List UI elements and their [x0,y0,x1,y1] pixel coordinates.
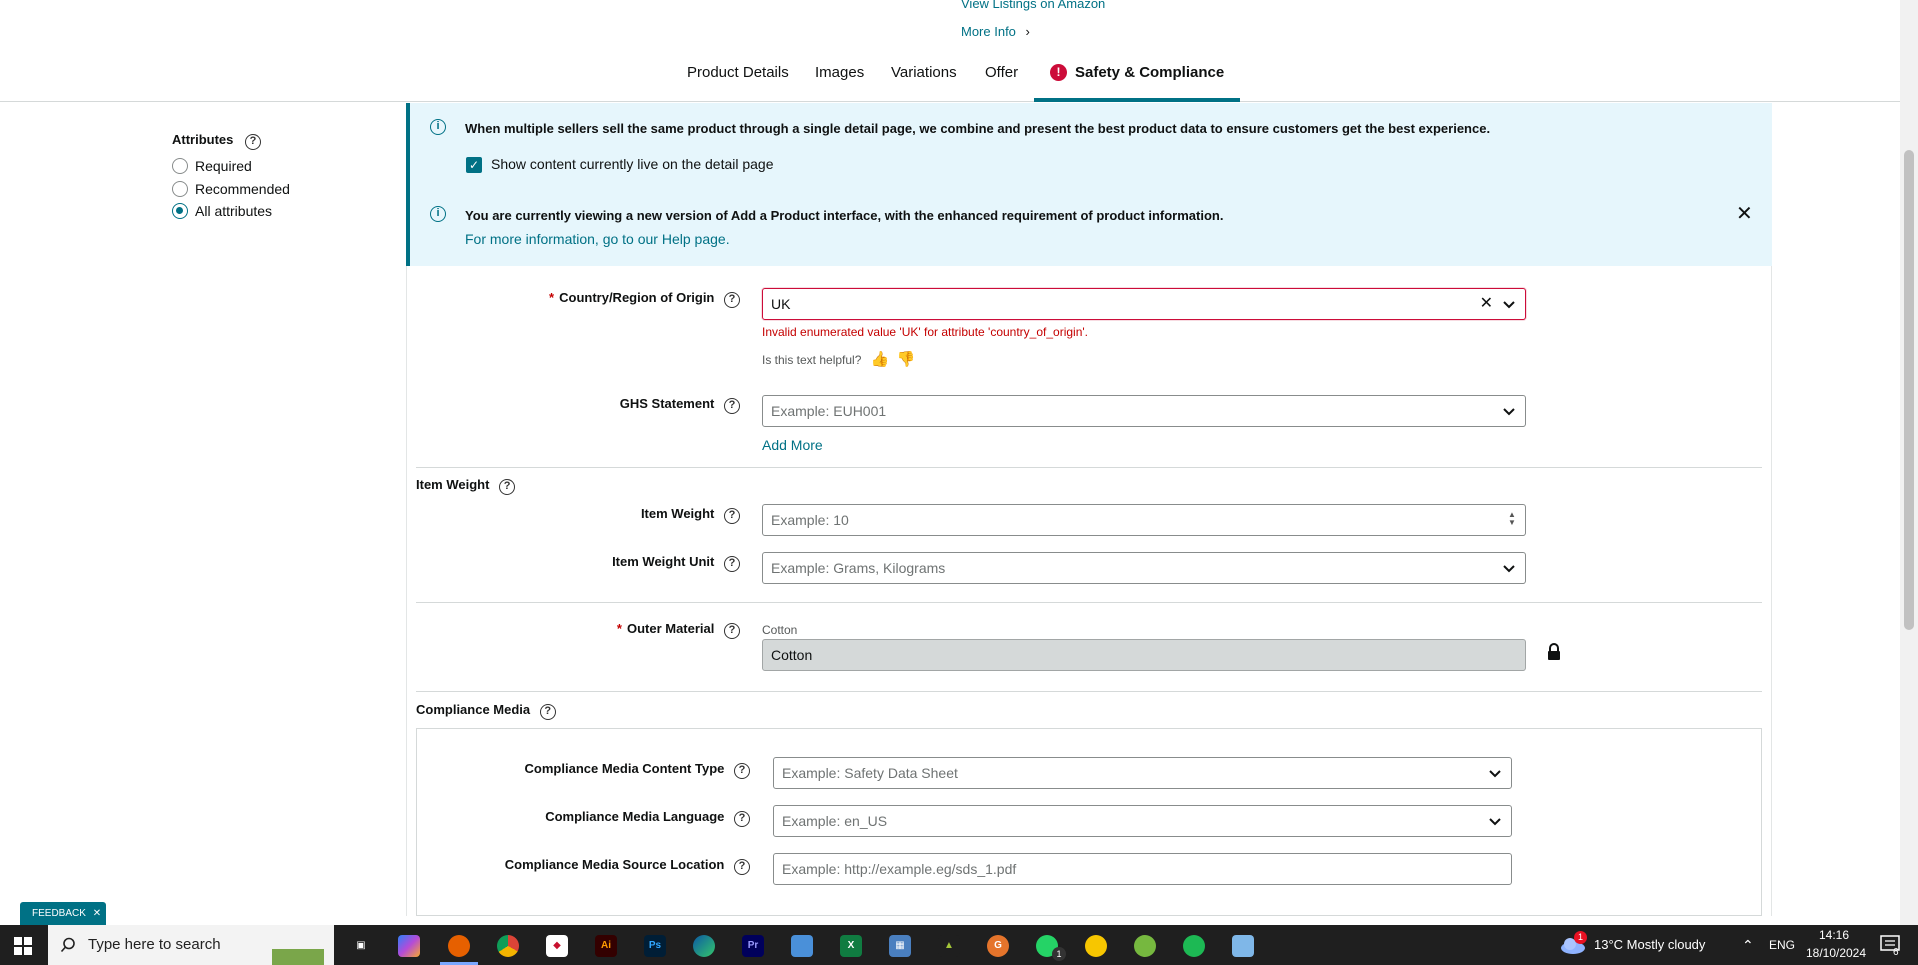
cm-source-label-text: Compliance Media Source Location [504,857,725,872]
item-weight-label-text: Item Weight [640,506,715,521]
help-icon[interactable]: ? [724,623,740,639]
info-message-2: You are currently viewing a new version of Add a Product interface, with the enhanced requirement of product information. [465,208,1224,223]
cm-language-label-text: Compliance Media Language [545,809,725,824]
outer-material-value: Cotton [771,647,813,663]
divider [416,467,1762,468]
weather-badge: 1 [1574,931,1587,944]
grammarly-icon[interactable]: G [987,935,1009,957]
thumbs-up-icon[interactable]: 👍 [870,351,890,368]
chevron-down-icon[interactable] [1489,806,1501,836]
help-icon[interactable]: ? [540,704,556,720]
close-icon[interactable]: ✕ [92,908,102,919]
chevron-right-icon: › [1025,24,1030,39]
cm-language-placeholder: Example: en_US [782,813,888,829]
helpful-prompt [762,350,915,368]
android-app-icon[interactable]: ▲ [938,935,960,957]
chevron-down-icon[interactable] [1489,758,1501,788]
tab-bar [0,50,1900,102]
item-weight-unit-placeholder: Example: Grams, Kilograms [771,560,946,576]
language-indicator[interactable]: ENG [1769,938,1796,952]
outer-material-caption: Cotton [762,623,798,637]
app-icon[interactable]: ◆ [546,935,568,957]
thumbs-down-icon[interactable]: 👎 [896,351,916,368]
cm-content-type-placeholder: Example: Safety Data Sheet [782,765,958,781]
outer-material-label [540,621,740,639]
info-icon: i [430,206,446,222]
illustrator-icon[interactable]: Ai [595,935,617,957]
chevron-down-icon[interactable] [1503,553,1515,583]
help-icon[interactable]: ? [245,134,261,150]
attributes-title [172,132,261,150]
edge-icon[interactable] [693,935,715,957]
help-icon[interactable]: ? [724,556,740,572]
ghs-label [540,396,740,414]
item-weight-label [540,506,740,524]
filter-recommended[interactable] [172,181,290,197]
divider [416,691,1762,692]
item-weight-unit-select[interactable] [762,552,1526,584]
more-info-link[interactable] [961,24,1030,39]
country-label [540,290,740,308]
ghs-select[interactable] [762,395,1526,427]
photoshop-icon[interactable]: Ps [644,935,666,957]
tab-variations[interactable]: Variations [891,64,957,81]
search-placeholder: Type here to search [88,936,221,953]
required-marker: * [616,621,622,636]
add-more-link[interactable]: Add More [762,437,823,453]
attributes-title-text: Attributes [172,132,234,147]
app-icon[interactable] [1085,935,1107,957]
country-error-message: Invalid enumerated value 'UK' for attribute 'country_of_origin'. [762,325,1089,339]
country-label-text: Country/Region of Origin [559,290,715,305]
cm-content-type-label [490,761,750,779]
error-icon: ! [1050,64,1067,81]
item-weight-section-title [416,477,515,495]
computer-icon[interactable] [791,935,813,957]
radio-selected-icon[interactable] [172,203,188,219]
windows-start-icon[interactable] [14,937,32,955]
firefox-icon[interactable] [448,935,470,957]
feedback-button[interactable] [20,902,106,925]
item-weight-placeholder: Example: 10 [771,512,849,528]
filter-all-label: All attributes [195,203,273,219]
info-alert [406,103,1772,266]
copilot-icon[interactable] [398,935,420,957]
help-icon[interactable]: ? [734,763,750,779]
item-weight-input[interactable] [762,504,1526,536]
taskbar-search-input[interactable] [48,925,334,965]
tab-product-details[interactable]: Product Details [687,64,789,81]
more-info-label: More Info [961,24,1016,39]
tab-safety-label: Safety & Compliance [1075,64,1225,81]
weather-text[interactable]: 13°C Mostly cloudy [1594,937,1706,952]
number-spinner-icon[interactable]: ▲ ▼ [1508,510,1516,527]
view-listings-link[interactable]: View Listings on Amazon [961,0,1106,11]
close-icon[interactable]: ✕ [1736,203,1753,225]
chevron-up-icon[interactable]: ⌃ [1742,937,1754,953]
chevron-down-icon[interactable] [1503,396,1515,426]
notification-count: 6 [1893,947,1899,958]
filter-required-label: Required [195,158,252,174]
clear-icon[interactable]: ✕ [1479,295,1493,312]
outer-material-label-text: Outer Material [626,621,715,636]
utorrent-icon[interactable] [1134,935,1156,957]
cm-content-type-label-text: Compliance Media Content Type [524,761,725,776]
checkbox-checked-icon[interactable]: ✓ [466,157,482,173]
cm-source-placeholder: Example: http://example.eg/sds_1.pdf [782,861,1017,877]
feedback-label: FEEDBACK [32,908,86,919]
windows-taskbar [0,925,1918,965]
required-marker: * [549,290,555,305]
clock-date[interactable]: 18/10/2024 [1805,946,1867,960]
help-icon[interactable]: ? [724,292,740,308]
filter-all-attributes[interactable] [172,203,272,219]
cm-language-label [490,809,750,827]
item-weight-unit-label [540,554,740,572]
ghs-placeholder: Example: EUH001 [771,403,887,419]
lock-icon [1547,643,1561,661]
help-icon[interactable]: ? [724,508,740,524]
chevron-down-icon[interactable] [1503,289,1515,319]
item-weight-section-text: Item Weight [416,477,490,492]
show-live-content-label[interactable]: Show content currently live on the detail page [491,156,774,172]
info-message-1: When multiple sellers sell the same product through a single detail page, we combine and present the best product data to ensure customers get the best experience. [465,121,1491,136]
task-view-icon[interactable]: ▣ [356,940,366,951]
filter-required[interactable] [172,158,252,174]
help-icon[interactable]: ? [734,859,750,875]
country-select[interactable] [762,288,1526,320]
tab-images[interactable]: Images [815,64,865,81]
help-icon[interactable]: ? [724,398,740,414]
scrollbar-thumb[interactable] [1904,150,1914,630]
cm-source-label [490,857,750,875]
filter-recommended-label: Recommended [195,181,290,197]
cm-source-input[interactable] [773,853,1512,885]
calculator-icon[interactable]: ▦ [889,935,911,957]
excel-icon[interactable]: X [840,935,862,957]
outer-material-input [762,639,1526,671]
chrome-icon[interactable] [497,935,519,957]
app-icon[interactable] [1232,935,1254,957]
cow-illustration-icon [272,929,324,965]
cm-content-type-select[interactable] [773,757,1512,789]
help-page-link[interactable]: For more information, go to our Help page. [465,231,730,247]
country-value: UK [771,296,791,312]
tab-offer[interactable]: Offer [985,64,1019,81]
spotify-icon[interactable] [1183,935,1205,957]
cm-language-select[interactable] [773,805,1512,837]
compliance-media-section-title [416,702,556,720]
divider [416,602,1762,603]
whatsapp-badge: 1 [1052,947,1066,961]
ghs-label-text: GHS Statement [619,396,715,411]
item-weight-unit-label-text: Item Weight Unit [612,554,715,569]
helpful-question: Is this text helpful? [762,353,862,367]
info-icon: i [430,119,446,135]
compliance-section-text: Compliance Media [416,702,531,717]
help-icon[interactable]: ? [734,811,750,827]
clock-time[interactable]: 14:16 [1818,928,1850,942]
search-icon [60,925,76,965]
tab-safety-compliance[interactable] [1034,64,1240,102]
help-icon[interactable]: ? [499,479,515,495]
radio-icon[interactable] [172,158,188,174]
radio-icon[interactable] [172,181,188,197]
premiere-icon[interactable]: Pr [742,935,764,957]
